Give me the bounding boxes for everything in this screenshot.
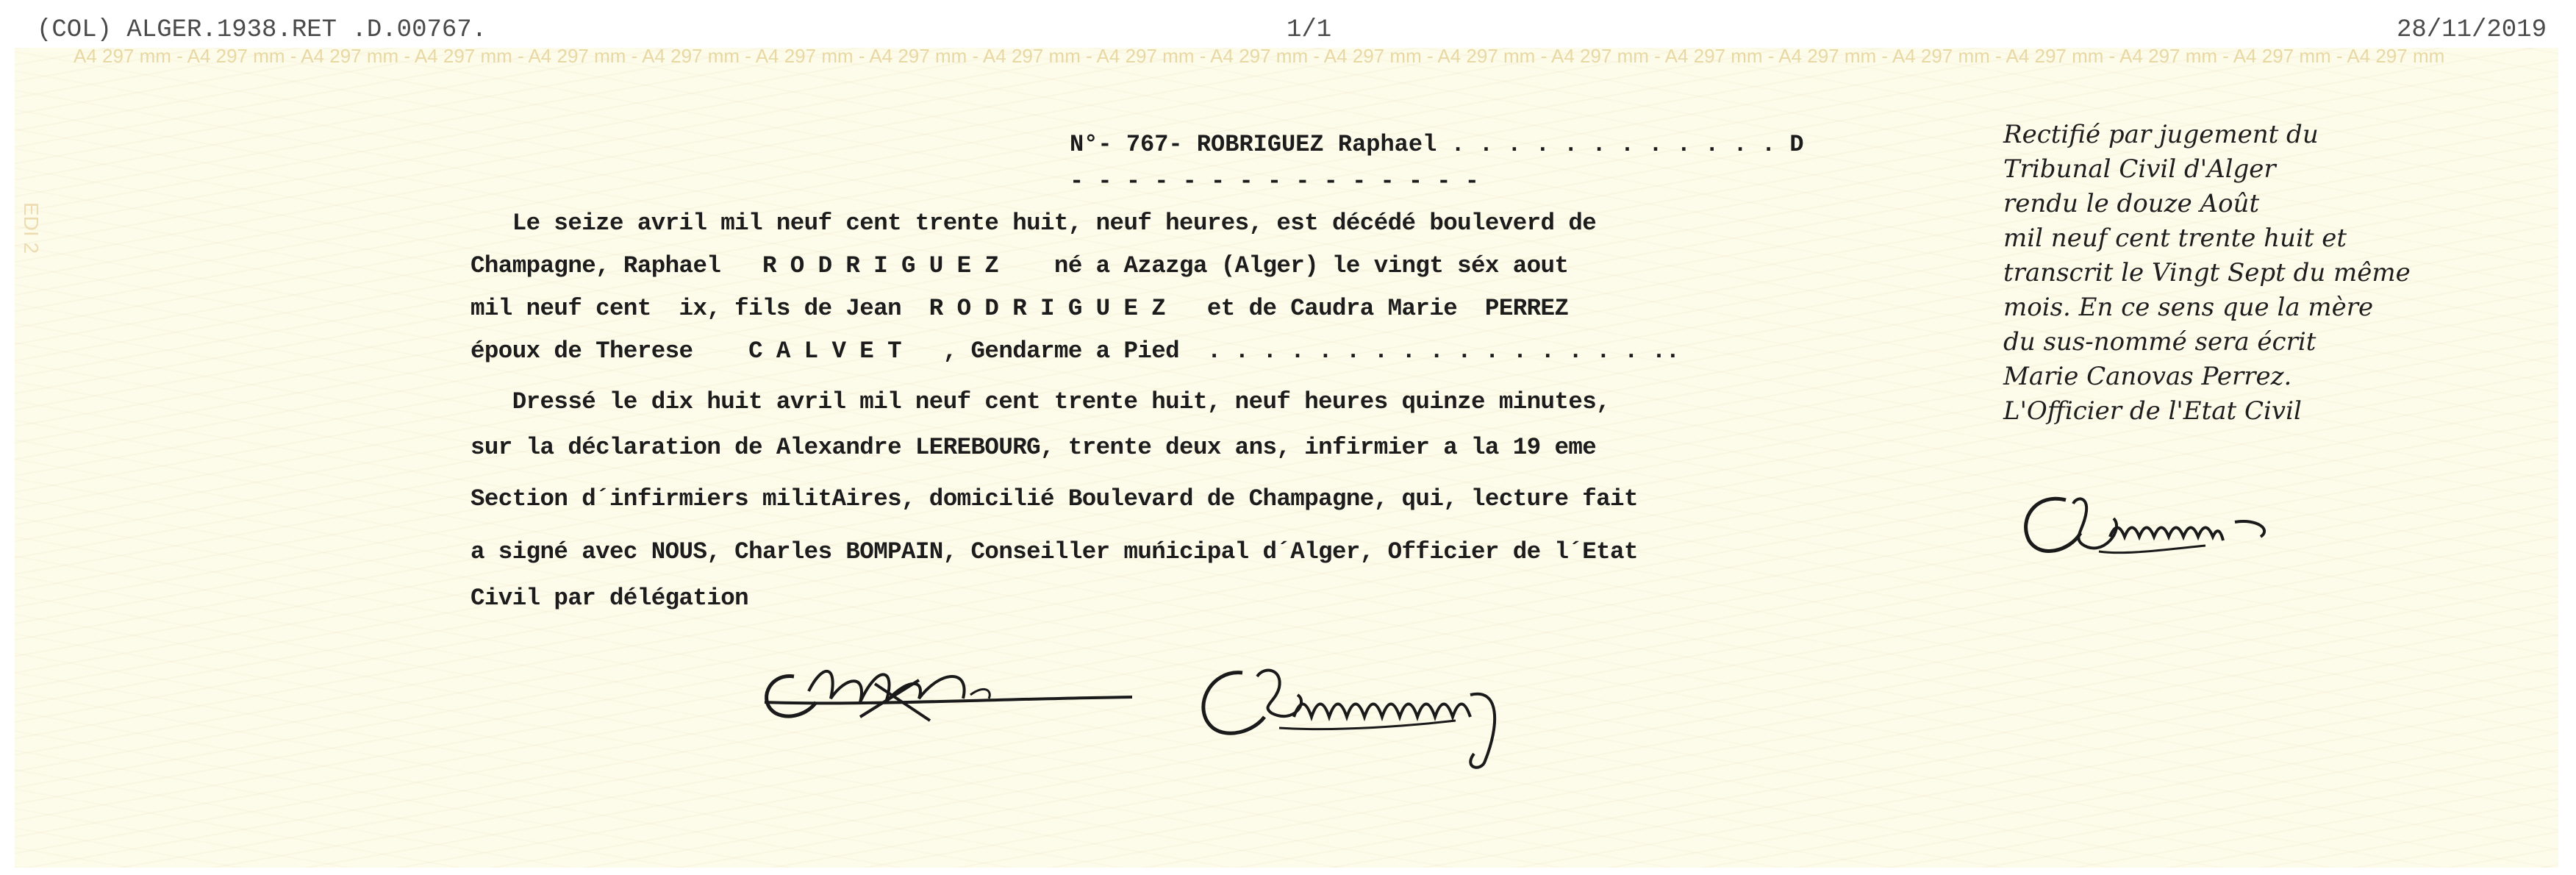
record-line-1: Le seize avril mil neuf cent trente huit, neuf heures, est décédé bouleverd de: [471, 210, 1597, 237]
record-line-5: Dressé le dix huit avril mil neuf cent trente huit, neuf heures quinze minutes,: [471, 388, 1611, 415]
side-stamp: EDI 2: [20, 202, 43, 254]
note-line-3: rendu le douze Août: [2003, 189, 2260, 218]
annotation-officer-signature: [2014, 478, 2382, 574]
record-line-6: sur la déclaration de Alexandre LEREBOURG, trente deux ans, infirmier a la 19 eme: [471, 434, 1597, 461]
note-line-2: Tribunal Civil d'Alger: [2003, 154, 2276, 184]
record-line-4: époux de Therese C A L V E T , Gendarme a Pied . . . . . . . . . . . . . . . . ..: [471, 338, 1680, 365]
page-number: 1/1: [1287, 16, 1332, 44]
record-title: N°- 767- ROBRIGUEZ Raphael . . . . . . . . . . . . D: [1070, 131, 1804, 158]
title-underline: - - - - - - - - - - - - - - -: [1070, 168, 1479, 195]
document-date: 28/11/2019: [2396, 16, 2547, 44]
document-reference: (COL) ALGER.1938.RET .D.00767.: [37, 16, 487, 44]
note-line-4: mil neuf cent trente huit et: [2003, 224, 2347, 253]
note-line-5: transcrit le Vingt Sept du même: [2003, 258, 2411, 288]
note-line-6: mois. En ce sens que la mère: [2003, 293, 2374, 322]
declarant-signature: [750, 647, 1162, 757]
paper-size-watermark: A4 297 mm - A4 297 mm - A4 297 mm - A4 297 mm - A4 297 mm - A4 297 mm - A4 297 mm - A4 297 mm - A4 297 mm - A4 297 mm - A4 297 mm - A4 297 mm - A4 297 mm - A4 297 mm - A4 297 mm - A4 297 mm - A4 297 mm - A4 297 mm - A4 297 mm - A4 297 mm - A4 297 mm: [74, 45, 2445, 67]
record-line-9: Civil par délégation: [471, 585, 749, 612]
note-line-1: Rectifié par jugement du: [2003, 120, 2319, 149]
record-line-7: Section d´infirmiers militAires, domicilié Boulevard de Champagne, qui, lecture fait: [471, 485, 1638, 512]
note-line-7: du sus-nommé sera écrit: [2003, 327, 2316, 357]
record-line-3: mil neuf cent ix, fils de Jean R O D R I G U E Z et de Caudra Marie PERREZ: [471, 295, 1569, 322]
officer-signature: [1191, 658, 1647, 783]
record-line-8: a signé avec NOUS, Charles BOMPAIN, Conseiller muńicipal d´Alger, Officier de l´Etat: [471, 538, 1638, 565]
handwritten-margin-note: [2003, 118, 2518, 429]
note-line-9: L'Officier de l'Etat Civil: [2003, 396, 2302, 426]
record-line-2: Champagne, Raphael R O D R I G U E Z né a Azazga (Alger) le vingt séx aout: [471, 252, 1569, 279]
note-line-8: Marie Canovas Perrez.: [2003, 362, 2292, 391]
